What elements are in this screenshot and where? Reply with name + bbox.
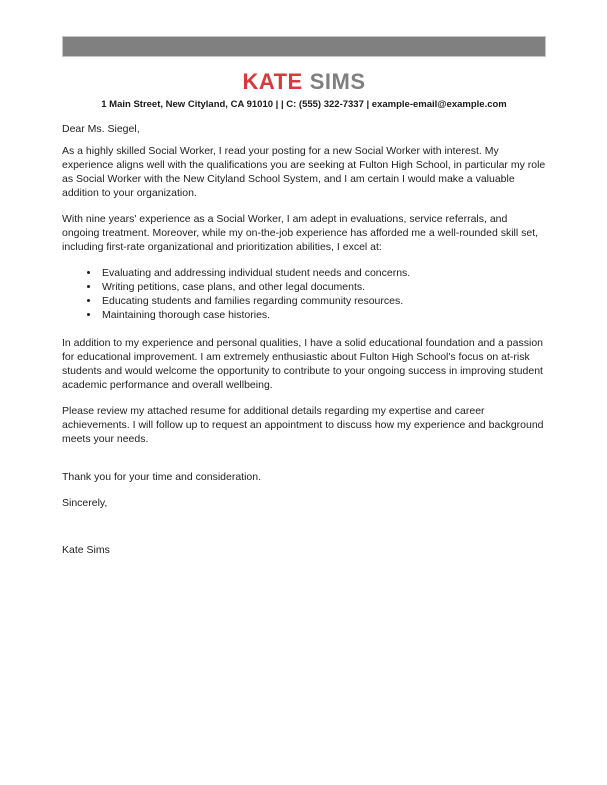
skills-list [62, 266, 546, 322]
contact-line: 1 Main Street, New Cityland, CA 91010 | | C: (555) 322-7337 | example-email@example.com [101, 99, 507, 110]
closing-line: Sincerely, [62, 497, 108, 509]
signature-name: Kate Sims [62, 544, 110, 556]
thank-you-line: Thank you for your time and consideration. [62, 471, 262, 483]
paragraph-education: In addition to my experience and personal qualities, I have a solid educational foundation and a passion for educational improvement. I am extremely enthusiastic about Fulton High School's focus on at-risk students and would welcome the opportunity to contribute to your ongoing success in improving student academic performance and overall wellbeing. [62, 337, 543, 391]
paragraph-intro: As a highly skilled Social Worker, I read your posting for a new Social Worker with interest. My experience aligns well with the qualifications you are seeking at Fulton High School, in particular my role as Social Worker with the New Cityland School System, and I am certain I would make a valuable addition to your organization. [62, 145, 546, 199]
applicant-first-name: KATE [242, 69, 303, 94]
letter-body [62, 122, 546, 557]
skills-list-item: • Educating students and families regarding community resources. [100, 294, 546, 308]
skills-list-item: • Writing petitions, case plans, and other legal documents. [100, 280, 546, 294]
applicant-name [62, 69, 546, 95]
skills-list-item: • Evaluating and addressing individual student needs and concerns. [100, 266, 546, 280]
applicant-last-name: SIMS [309, 69, 366, 94]
skills-list-item: • Maintaining thorough case histories. [100, 308, 546, 322]
paragraph-experience: With nine years' experience as a Social Worker, I am adept in evaluations, service referrals, and ongoing treatment. Moreover, while my on-the-job experience has afforded me a well-rounded skill set, including first-rate organizational and prioritization abilities, I excel at: [62, 213, 539, 253]
header-top-bar [62, 36, 546, 57]
salutation: Dear Ms. Siegel, [62, 123, 140, 135]
paragraph-follow-up: Please review my attached resume for additional details regarding my expertise and career achievements. I will follow up to request an appointment to discuss how my experience and background meets your needs. [62, 405, 544, 445]
